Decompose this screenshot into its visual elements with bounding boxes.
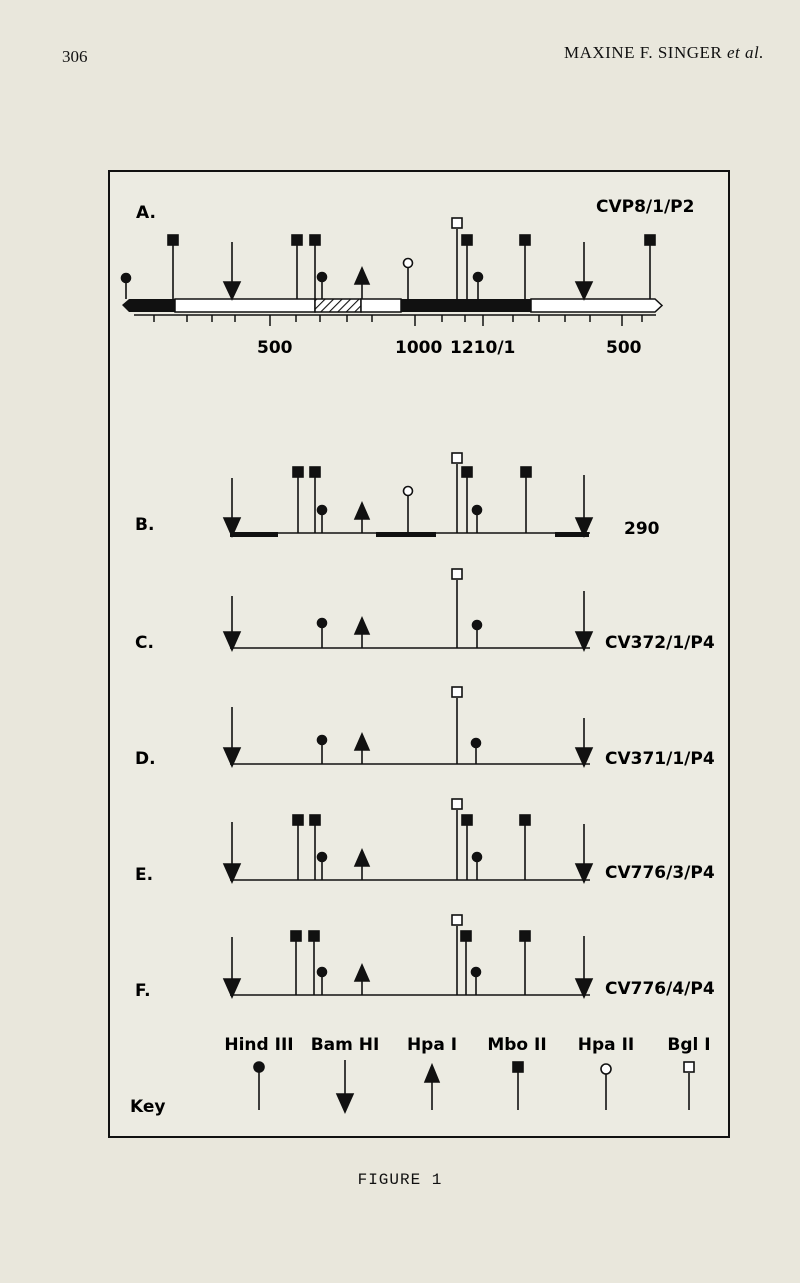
bgl-i-site-icon — [452, 687, 462, 764]
mbo-ii-site-icon — [520, 931, 530, 995]
panel-a-tick-500-right: 500 — [606, 338, 642, 358]
mbo-ii-site-icon — [645, 235, 655, 299]
bgl-i-site-icon — [452, 453, 462, 533]
running-title-suffix: et al. — [727, 43, 764, 62]
bam-hi-site-icon — [576, 718, 592, 766]
panel-d-sites — [224, 687, 592, 766]
bam-hi-site-icon — [576, 824, 592, 882]
mbo-ii-site-icon — [462, 815, 472, 880]
hind-iii-site-icon — [318, 736, 327, 765]
panel-a-tick-1000: 1000 — [395, 338, 443, 358]
bam-hi-site-icon — [576, 936, 592, 997]
panel-b — [135, 453, 660, 539]
hind-iii-site-icon — [318, 619, 327, 649]
bam-hi-site-icon — [224, 242, 240, 299]
key-hind-iii-label: Hind III — [224, 1035, 294, 1055]
mbo-ii-site-icon — [309, 931, 319, 995]
panel-a-sites — [122, 218, 656, 299]
key-bgl-i-label: Bgl I — [667, 1035, 711, 1055]
hpa-ii-site-icon — [404, 487, 413, 534]
hind-iii-site-icon — [122, 274, 131, 300]
figure-frame — [108, 170, 730, 1138]
panel-a-tick-500-left: 500 — [257, 338, 293, 358]
mbo-ii-site-icon — [293, 467, 303, 533]
hind-iii-site-icon — [473, 853, 482, 881]
hind-iii-site-icon — [473, 506, 482, 534]
panel-f-sites — [224, 915, 592, 997]
bgl-i-site-icon — [452, 569, 462, 648]
panel-a-title: CVP8/1/P2 — [596, 197, 695, 217]
key-hpa-ii-label: Hpa II — [577, 1035, 635, 1055]
bam-hi-site-icon — [576, 475, 592, 536]
key-mbo-ii-label: Mbo II — [487, 1035, 547, 1055]
panel-a — [122, 197, 695, 358]
figure-caption: FIGURE 1 — [357, 1171, 443, 1189]
mbo-ii-site-icon — [461, 931, 471, 995]
panel-d — [135, 687, 715, 769]
hpa-i-site-icon — [355, 268, 369, 299]
key-hpa-ii-icon — [601, 1064, 611, 1110]
mbo-ii-site-icon — [310, 467, 320, 533]
hpa-i-site-icon — [355, 503, 369, 533]
panel-b-dna-line — [230, 532, 590, 537]
panel-d-letter: D. — [135, 749, 156, 769]
panel-f-title: CV776/4/P4 — [605, 979, 715, 999]
figure-key — [130, 1035, 711, 1117]
hpa-i-site-icon — [355, 734, 369, 764]
panel-a-dna-segment — [122, 299, 662, 312]
mbo-ii-site-icon — [462, 467, 472, 533]
panel-a-tick-1210: 1210/1 — [450, 338, 516, 358]
hind-iii-site-icon — [472, 739, 481, 765]
hind-iii-site-icon — [474, 273, 483, 300]
hpa-i-site-icon — [355, 965, 369, 995]
panel-b-title: 290 — [624, 519, 660, 539]
panel-e-letter: E. — [135, 865, 154, 885]
key-mbo-ii-icon — [513, 1062, 523, 1110]
hpa-i-site-icon — [355, 618, 369, 648]
key-label: Key — [130, 1097, 166, 1117]
hpa-ii-site-icon — [404, 259, 413, 300]
bam-hi-site-icon — [576, 242, 592, 299]
panel-e-sites — [224, 799, 592, 882]
panel-b-letter: B. — [135, 515, 155, 535]
panel-b-sites — [224, 453, 592, 536]
bam-hi-site-icon — [224, 937, 240, 997]
bam-hi-site-icon — [224, 822, 240, 882]
key-hpa-i-label: Hpa I — [406, 1035, 458, 1055]
hpa-i-site-icon — [355, 850, 369, 880]
bam-hi-site-icon — [224, 596, 240, 650]
bam-hi-site-icon — [224, 478, 240, 536]
mbo-ii-site-icon — [310, 235, 320, 299]
mbo-ii-site-icon — [462, 235, 472, 299]
mbo-ii-site-icon — [291, 931, 301, 995]
panel-c-sites — [224, 569, 592, 650]
panel-e-title: CV776/3/P4 — [605, 863, 715, 883]
restriction-map-figure — [110, 172, 728, 1136]
bam-hi-site-icon — [224, 707, 240, 766]
panel-c-title: CV372/1/P4 — [605, 633, 715, 653]
mbo-ii-site-icon — [293, 815, 303, 880]
mbo-ii-site-icon — [521, 467, 531, 533]
panel-a-letter: A. — [136, 203, 156, 223]
hind-iii-site-icon — [318, 273, 327, 300]
key-bam-hi-label: Bam HI — [310, 1035, 380, 1055]
page-number: 306 — [62, 47, 88, 66]
key-hpa-i-icon — [425, 1065, 439, 1110]
bgl-i-site-icon — [452, 218, 462, 299]
bgl-i-site-icon — [452, 915, 462, 995]
hind-iii-site-icon — [473, 621, 482, 649]
panel-e — [135, 799, 715, 885]
hind-iii-site-icon — [318, 853, 327, 881]
panel-d-title: CV371/1/P4 — [605, 749, 715, 769]
running-head — [564, 43, 764, 63]
hind-iii-site-icon — [472, 968, 481, 996]
key-bgl-i-icon — [684, 1062, 694, 1110]
hind-iii-site-icon — [318, 506, 327, 534]
panel-c-letter: C. — [135, 633, 154, 653]
mbo-ii-site-icon — [520, 815, 530, 880]
key-hind-iii-icon — [254, 1062, 264, 1110]
bam-hi-site-icon — [576, 591, 592, 650]
panel-c — [135, 569, 715, 653]
running-title: MAXINE F. SINGER — [564, 43, 723, 62]
hind-iii-site-icon — [318, 968, 327, 996]
mbo-ii-site-icon — [292, 235, 302, 299]
panel-f-letter: F. — [135, 981, 151, 1001]
mbo-ii-site-icon — [310, 815, 320, 880]
mbo-ii-site-icon — [168, 235, 178, 299]
key-bam-hi-icon — [337, 1060, 353, 1112]
mbo-ii-site-icon — [520, 235, 530, 299]
bgl-i-site-icon — [452, 799, 462, 880]
panel-f — [135, 915, 715, 1001]
panel-a-scale-axis — [134, 315, 656, 326]
